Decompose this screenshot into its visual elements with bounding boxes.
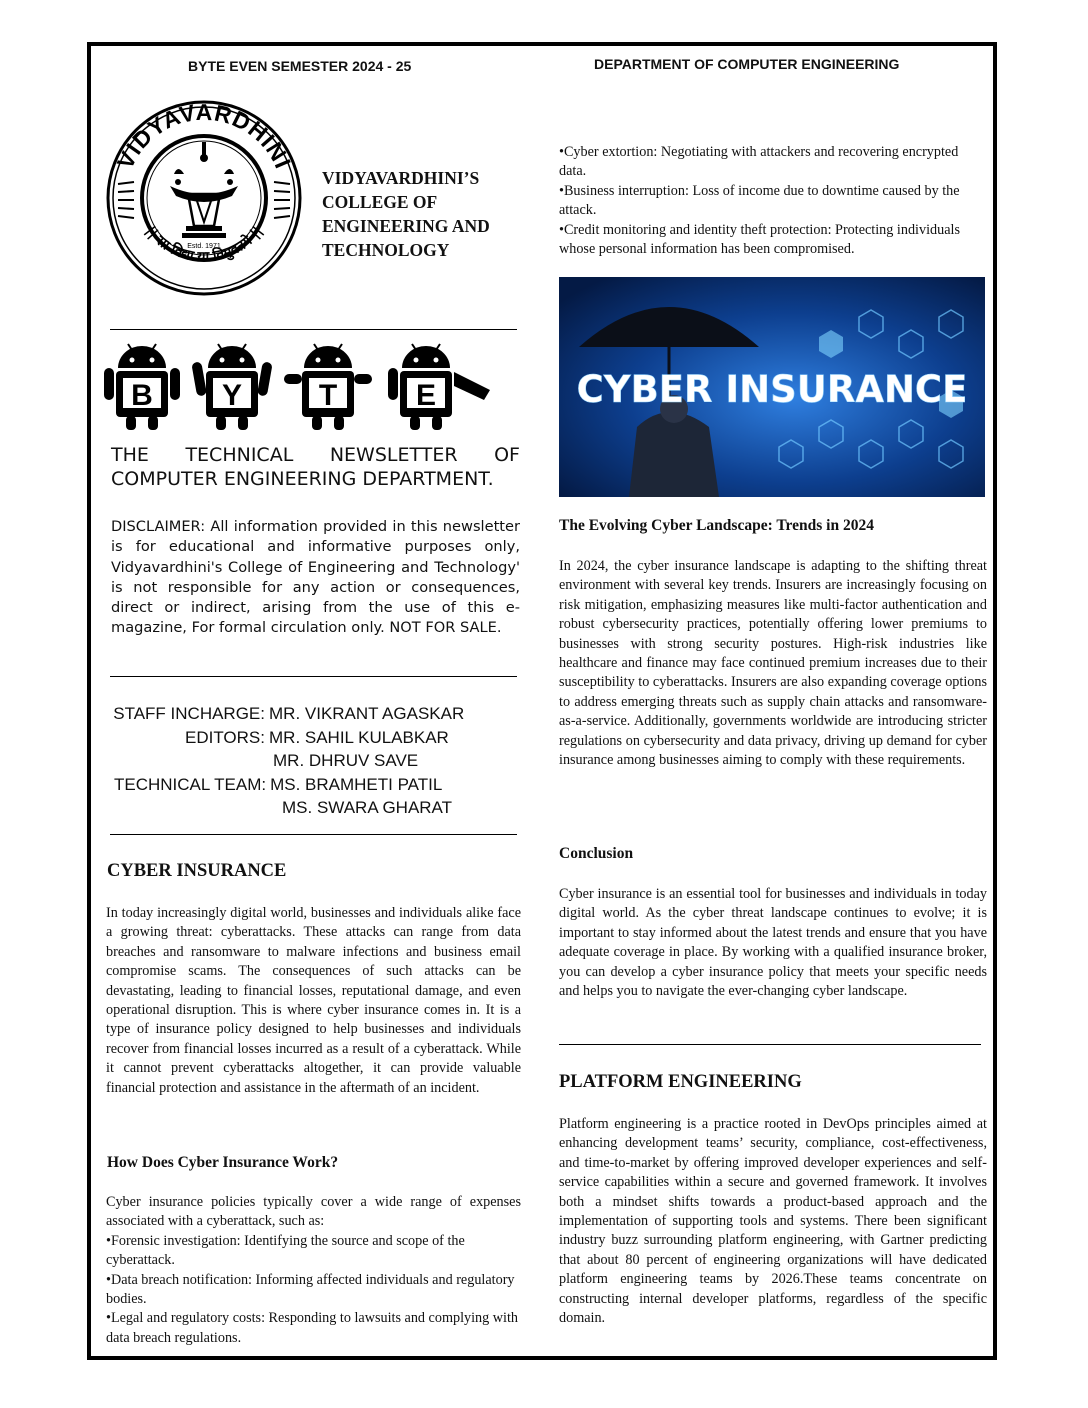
header-issue: BYTE EVEN SEMESTER 2024 - 25 [188,58,412,74]
technical-team-label: TECHNICAL TEAM: [114,774,267,794]
section-title-cyber-insurance: CYBER INSURANCE [107,861,287,881]
tagline-line-2: COMPUTER ENGINEERING DEPARTMENT. [111,468,494,490]
divider [110,834,517,835]
subheading-how-it-works: How Does Cyber Insurance Work? [107,1154,339,1171]
byte-letter: Y [221,379,243,412]
byte-letter: B [131,379,153,412]
editor-name: MR. DHRUV SAVE [273,751,419,771]
staff-incharge-label: STAFF INCHARGE: [113,704,265,723]
cyber-intro: In today increasingly digital world, businesses and individuals alike face a growing threat: cyberattacks. These attacks can range from data breaches and ransomware to malware infections and business email compromise scams. The consequences of such attacks can be devastating, leading to financial losses, reputational damage, and even operational disruption. This is where cyber insurance comes in. It is a type of insurance policy designed to help businesses and individuals recover from financial losses incurred as a result of a cyberattack. While it cannot prevent cyberattacks altogether, it can provide valuable financial protection and assistance in the aftermath of an incident. [106,905,521,1096]
divider [110,676,517,677]
trends-text: In 2024, the cyber insurance landscape is adapting to the shifting threat environment with several key trends. Insurers are increasingly focusing on risk mitigation, emphasizing measures like multi-factor authentication and robust cybersecurity practices, potentially offering lower premiums to businesses with strong security postures. High-risk industries like healthcare and finance may face continued premium increases due to their susceptibility to cyberattacks. Insurers are also expanding coverage options to address emerging threats such as supply chain attacks and ransomware-as-a-service. Additionally, governments worldwide are introducing stricter regulations on cybersecurity and data privacy, driving up demand for cyber insurance among businesses aiming to comply with these requirements. [559,558,987,769]
svg-text:|| सा विद्या या विमुक्तये ||: || सा विद्या या विमुक्तये || [142,223,266,266]
college-name-line: ENGINEERING AND [322,216,490,236]
divider [559,1044,981,1045]
college-name-line: TECHNOLOGY [322,240,450,260]
coverage-item: • Business interruption: Loss of income due to downtime caused by the attack. [559,182,984,221]
college-name-line: COLLEGE OF [322,192,438,212]
platform-text: Platform engineering is a practice rooted in DevOps principles aimed at enhancing development teams’ security, compliance, cost-effectiveness, and time-to-market by offering improved developer experiences and self-service capabilities within a secure and governed framework. It involves both a mindset shifts towards a product-based approach and the implementation of supporting tools and systems. There been significant industry buzz surrounding platform engineering, with Gartner predicting that about 80 percent of engineering organizations will have dedicated platform engineering teams by 2026.These teams concentrate on constructing internal developer platforms, regardless of the specific domain. [559,1116,987,1327]
subheading-trends-2024: The Evolving Cyber Landscape: Trends in 2024 [559,517,874,534]
college-name-line: VIDYAVARDHINI’S [322,168,480,188]
coverage-item: • Forensic investigation: Identifying the source and scope of the cyberattack. [106,1232,521,1271]
staff-list [111,702,464,820]
coverage-item: • Credit monitoring and identity theft protection: Protecting individuals whose personal information has been compromised. [559,221,984,260]
byte-letter: E [415,379,437,412]
staff-incharge-name: MR. VIKRANT AGASKAR [269,704,465,723]
disclaimer: DISCLAIMER: All information provided in this newsletter is for educational and informative purposes only, Vidyavardhini's College of Engineering and Technology' is not responsible for any action or consequences, direct or indirect, arising from the use of this e-magazine, For formal circulation only. NOT FOR SALE. [111,518,520,637]
illustration-caption: CYBER INSURANCE [576,368,968,411]
editor-name: MR. SAHIL KULABKAR [269,727,449,747]
coverage-intro: Cyber insurance policies typically cover a wide range of expenses associated with a cyberattack, such as: [106,1194,521,1230]
cyber-coverage-list [106,1193,521,1348]
divider [110,329,517,330]
technical-team-name: MS. BRAMHETI PATIL [270,774,443,794]
coverage-item: • Legal and regulatory costs: Responding to lawsuits and complying with data breach regulations. [106,1309,521,1348]
section-title-platform-engineering: PLATFORM ENGINEERING [559,1072,802,1092]
editors-label: EDITORS: [185,727,265,747]
svg-text:Estd. 1971: Estd. 1971 [187,243,221,250]
technical-team-name: MS. SWARA GHARAT [282,798,453,818]
logo-ring-text: VIDYAVARDHINI [111,98,297,173]
tagline-line-1: THE TECHNICAL NEWSLETTER OF [111,444,520,466]
subheading-conclusion: Conclusion [559,845,634,862]
cyber-coverage-list-continued [559,143,984,259]
header-department: DEPARTMENT OF COMPUTER ENGINEERING [594,56,900,72]
college-name [322,166,490,262]
byte-letter: T [318,379,338,412]
conclusion-text: Cyber insurance is an essential tool for businesses and individuals in today digital world. As the cyber threat landscape continues to evolve; it is important to stay informed about the latest trends and ensure that you have adequate coverage in place. By working with a qualified insurance broker, you can develop a cyber insurance policy that meets your specific needs and helps you to navigate the ever-changing cyber landscape. [559,886,987,1000]
byte-masthead-logo [104,338,504,430]
college-logo [104,98,304,298]
cyber-insurance-illustration [559,277,985,497]
coverage-item: • Cyber extortion: Negotiating with attackers and recovering encrypted data. [559,143,984,182]
coverage-item: • Data breach notification: Informing affected individuals and regulatory bodies. [106,1271,521,1310]
tagline [111,443,520,491]
